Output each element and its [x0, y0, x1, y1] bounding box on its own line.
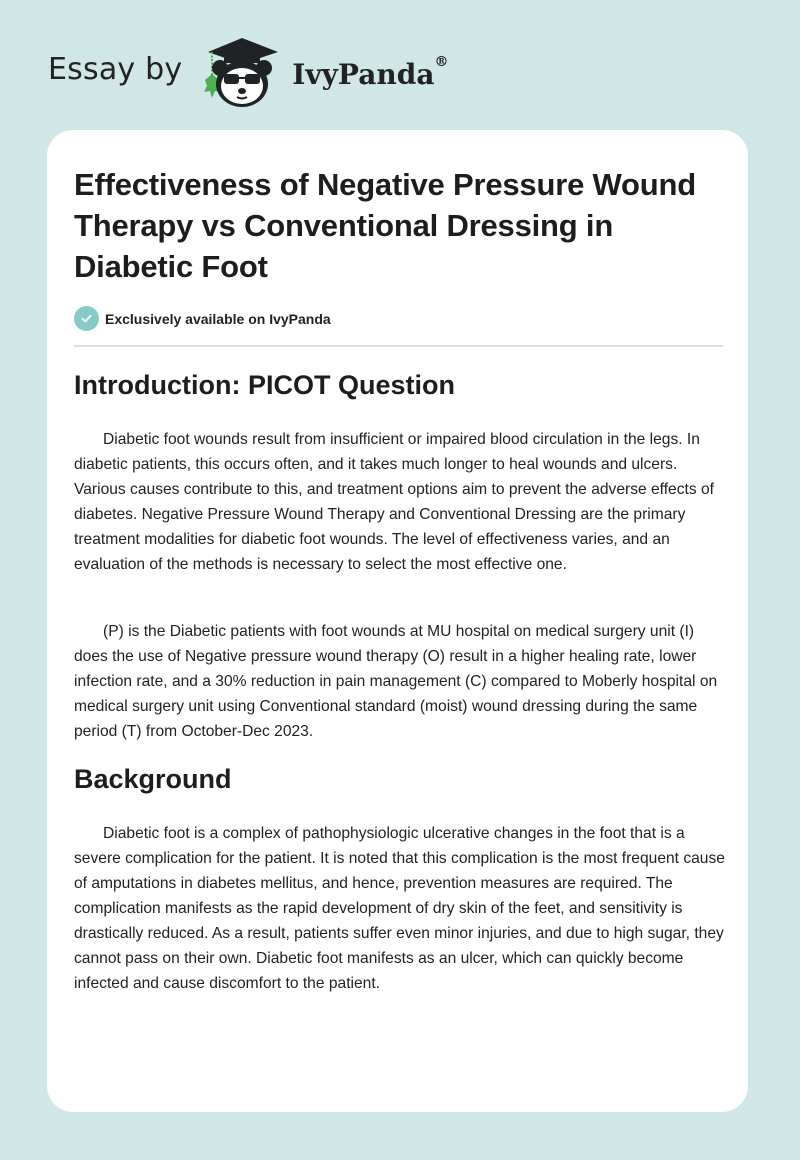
site-header	[48, 34, 448, 110]
essay-by-label: Essay by	[48, 51, 183, 87]
brand-name[interactable]: IvyPanda®	[292, 53, 449, 91]
panda-graduate-icon[interactable]	[198, 34, 286, 110]
paragraph-intro-1: Diabetic foot wounds result from insufficient or impaired blood circulation in the legs. In diabetic patients, this occurs often, and it takes much longer to heal wounds and ulcers. Various causes contribute to this, and treatment options aim to prevent the adverse effects of diabetes. Negative Pressure Wound Therapy and Conventional Dressing are the primary treatment modalities for diabetic foot wounds. The level of effectiveness varies, and an evaluation of the methods is necessary to select the most effective one.	[74, 431, 714, 573]
section-heading-background: Background	[74, 764, 232, 794]
divider	[74, 345, 723, 347]
essay-title: Effectiveness of Negative Pressure Wound Therapy vs Conventional Dressing in Diabetic Foot	[74, 167, 696, 284]
exclusive-badge	[74, 306, 331, 331]
paragraph-intro-2-picot: (P) is the Diabetic patients with foot wounds at MU hospital on medical surgery unit (I) does the use of Negative pressure wound therapy (O) result in a higher healing rate, lower infection rate, and a 30% reduction in pain management (C) compared to Moberly hospital on medical surgery unit using Conventional standard (moist) wound dressing during the same period (T) from October-Dec 2023.	[74, 623, 718, 740]
essay-card	[47, 130, 748, 1112]
paragraph-background-1: Diabetic foot is a complex of pathophysiologic ulcerative changes in the foot that is a severe complication for the patient. It is noted that this complication is the most frequent cause of amputations in diabetes mellitus, and hence, prevention measures are required. The complication manifests as the rapid development of dry skin of the feet, and sensitivity is drastically reduced. As a result, patients suffer even minor injuries, and due to high sugar, they cannot pass on their own. Diabetic foot manifests as an ulcer, which can quickly become infected and cause discomfort to the patient.	[74, 825, 725, 992]
badge-label: Exclusively available on IvyPanda	[105, 310, 331, 327]
check-circle-icon	[74, 306, 99, 331]
section-heading-introduction: Introduction: PICOT Question	[74, 370, 455, 400]
registered-mark: ®	[434, 53, 449, 70]
